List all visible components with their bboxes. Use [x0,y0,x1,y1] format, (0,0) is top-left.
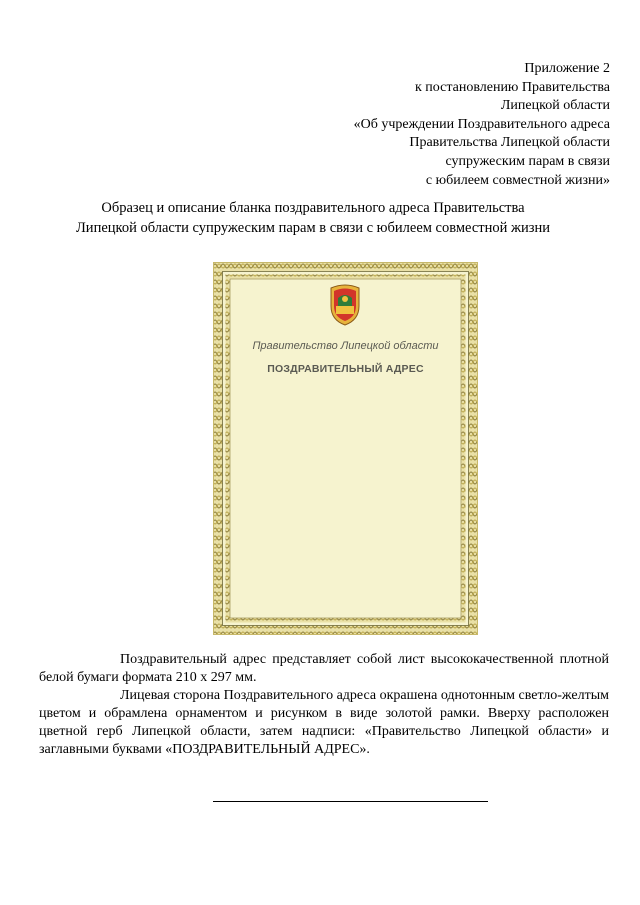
annex-line: к постановлению Правительства [414,79,610,95]
annex-line: Приложение 2 [524,61,610,76]
description-text [39,651,609,759]
certificate-heading: ПОЗДРАВИТЕЛЬНЫЙ АДРЕС [267,363,424,375]
description-paragraph-2: Лицевая сторона Поздравительного адреса окрашена однотонным светло-желтым цветом и обрамлена орнаментом и рисунком в виде золотой рамки. Вверху расположен цветной герб Липецкой области, затем надписи: «Правительство Липецкой области» и заглавными буквами «ПОЗДРАВИТЕЛЬНЫЙ АДРЕС». [39,688,609,757]
annex-line: Липецкой области [500,98,610,114]
annex-line: супружеским парам в связи [445,153,610,169]
title-line-2: Липецкой области супружеским парам в связи с юбилеем совместной жизни [75,220,551,236]
annex-line: с юбилеем совместной жизни» [425,172,610,188]
annex-line: «Об учреждении Поздравительного адреса [353,116,610,132]
annex-line: Правительства Липецкой области [409,135,610,151]
title-line-1: Образец и описание бланка поздравительного адреса Правительства [101,200,525,216]
coat-of-arms-icon [328,282,362,326]
description-paragraph-1: Поздравительный адрес представляет собой лист высококачественной плотной белой бумаги формата 210 х 297 мм. [39,652,609,685]
certificate-sample-image [213,262,478,635]
certificate-authority-text: Правительство Липецкой области [252,340,439,352]
document-title [40,198,640,238]
annex-header [354,60,610,190]
closing-separator-line [213,801,488,802]
